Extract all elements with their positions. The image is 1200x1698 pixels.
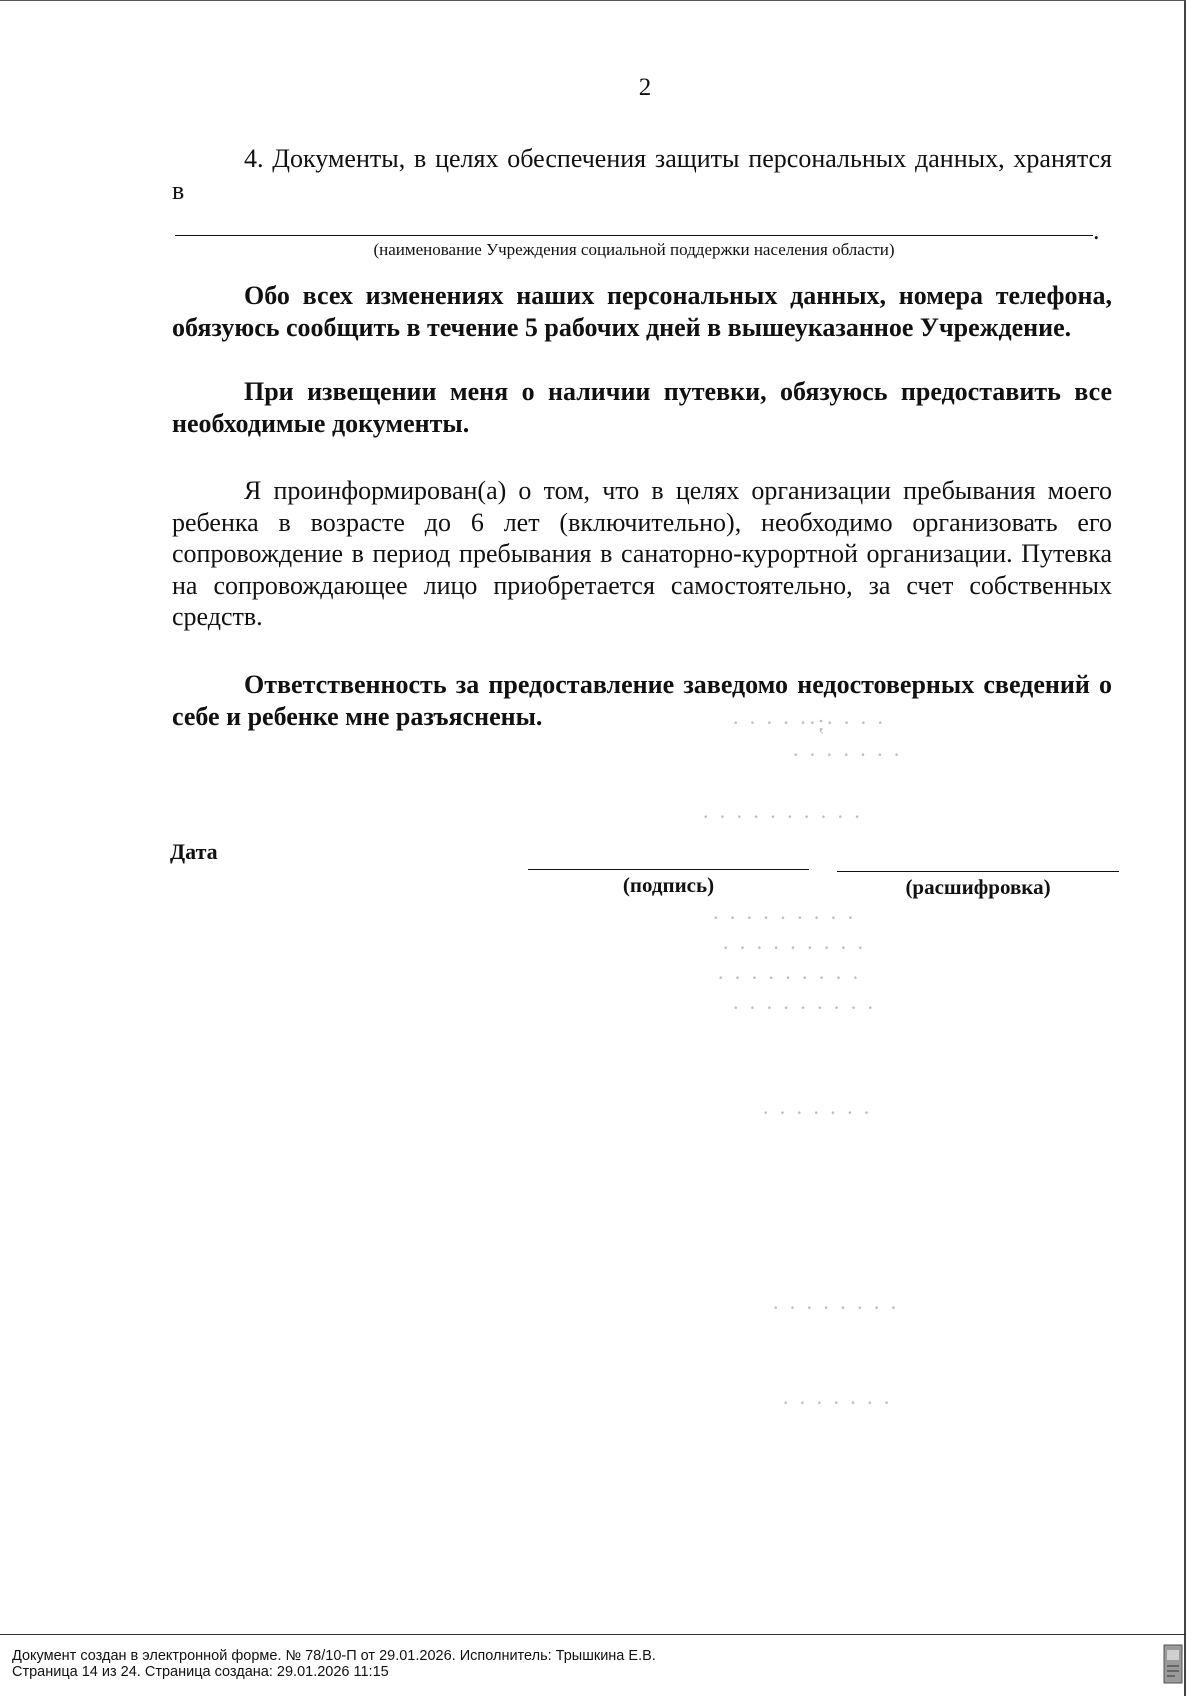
institution-caption: (наименование Учреждения социальной поддержки населения области): [373, 240, 895, 259]
institution-period: .: [1093, 216, 1100, 245]
section-4-text: [172, 143, 1112, 206]
institution-underline: [175, 235, 1093, 236]
decoding-line: [837, 871, 1119, 872]
changes-text: Обо всех изменениях наших персональных данных, номера телефона, обязуюсь сообщить в течение 5 рабочих дней в вышеуказанное Учреждение.: [172, 281, 1112, 342]
informed-text: Я проинформирован(а) о том, что в целях организации пребывания моего ребенка в возрасте до 6 лет (включительно), необходимо организовать его сопровождение в период пребывания в санаторно-курортной организации. Путевка на сопровождающее лицо приобретается самостоятельно, за счет собственных средств.: [172, 476, 1112, 631]
changes-paragraph: [172, 280, 1112, 343]
informed-paragraph: [172, 475, 1112, 633]
responsibility-paragraph: [172, 669, 1112, 732]
notice-paragraph: [172, 376, 1112, 439]
footer-divider: [0, 1634, 1186, 1635]
signature-caption: (подпись): [622, 873, 715, 897]
electronic-stamp-icon: [1163, 1644, 1183, 1684]
decoding-caption: (расшифровка): [905, 875, 1051, 899]
date-label: Дата: [170, 839, 218, 864]
signature-line: [528, 869, 809, 870]
page-number: 2: [638, 74, 652, 101]
section-4-body: 4. Документы, в целях обеспечения защиты персональных данных, хранятся в: [172, 144, 1112, 205]
footer-page-info: Страница 14 из 24. Страница создана: 29.01.2026 11:15: [12, 1664, 389, 1680]
footer-document-info: Документ создан в электронной форме. № 78/10-П от 29.01.2026. Исполнитель: Трышкина Е.В.: [12, 1648, 656, 1664]
notice-text: При извещении меня о наличии путевки, обязуюсь предоставить все необходимые документы.: [172, 377, 1112, 438]
responsibility-text: Ответственность за предоставление заведомо недостоверных сведений о себе и ребенке мне разъяснены.: [172, 670, 1112, 731]
